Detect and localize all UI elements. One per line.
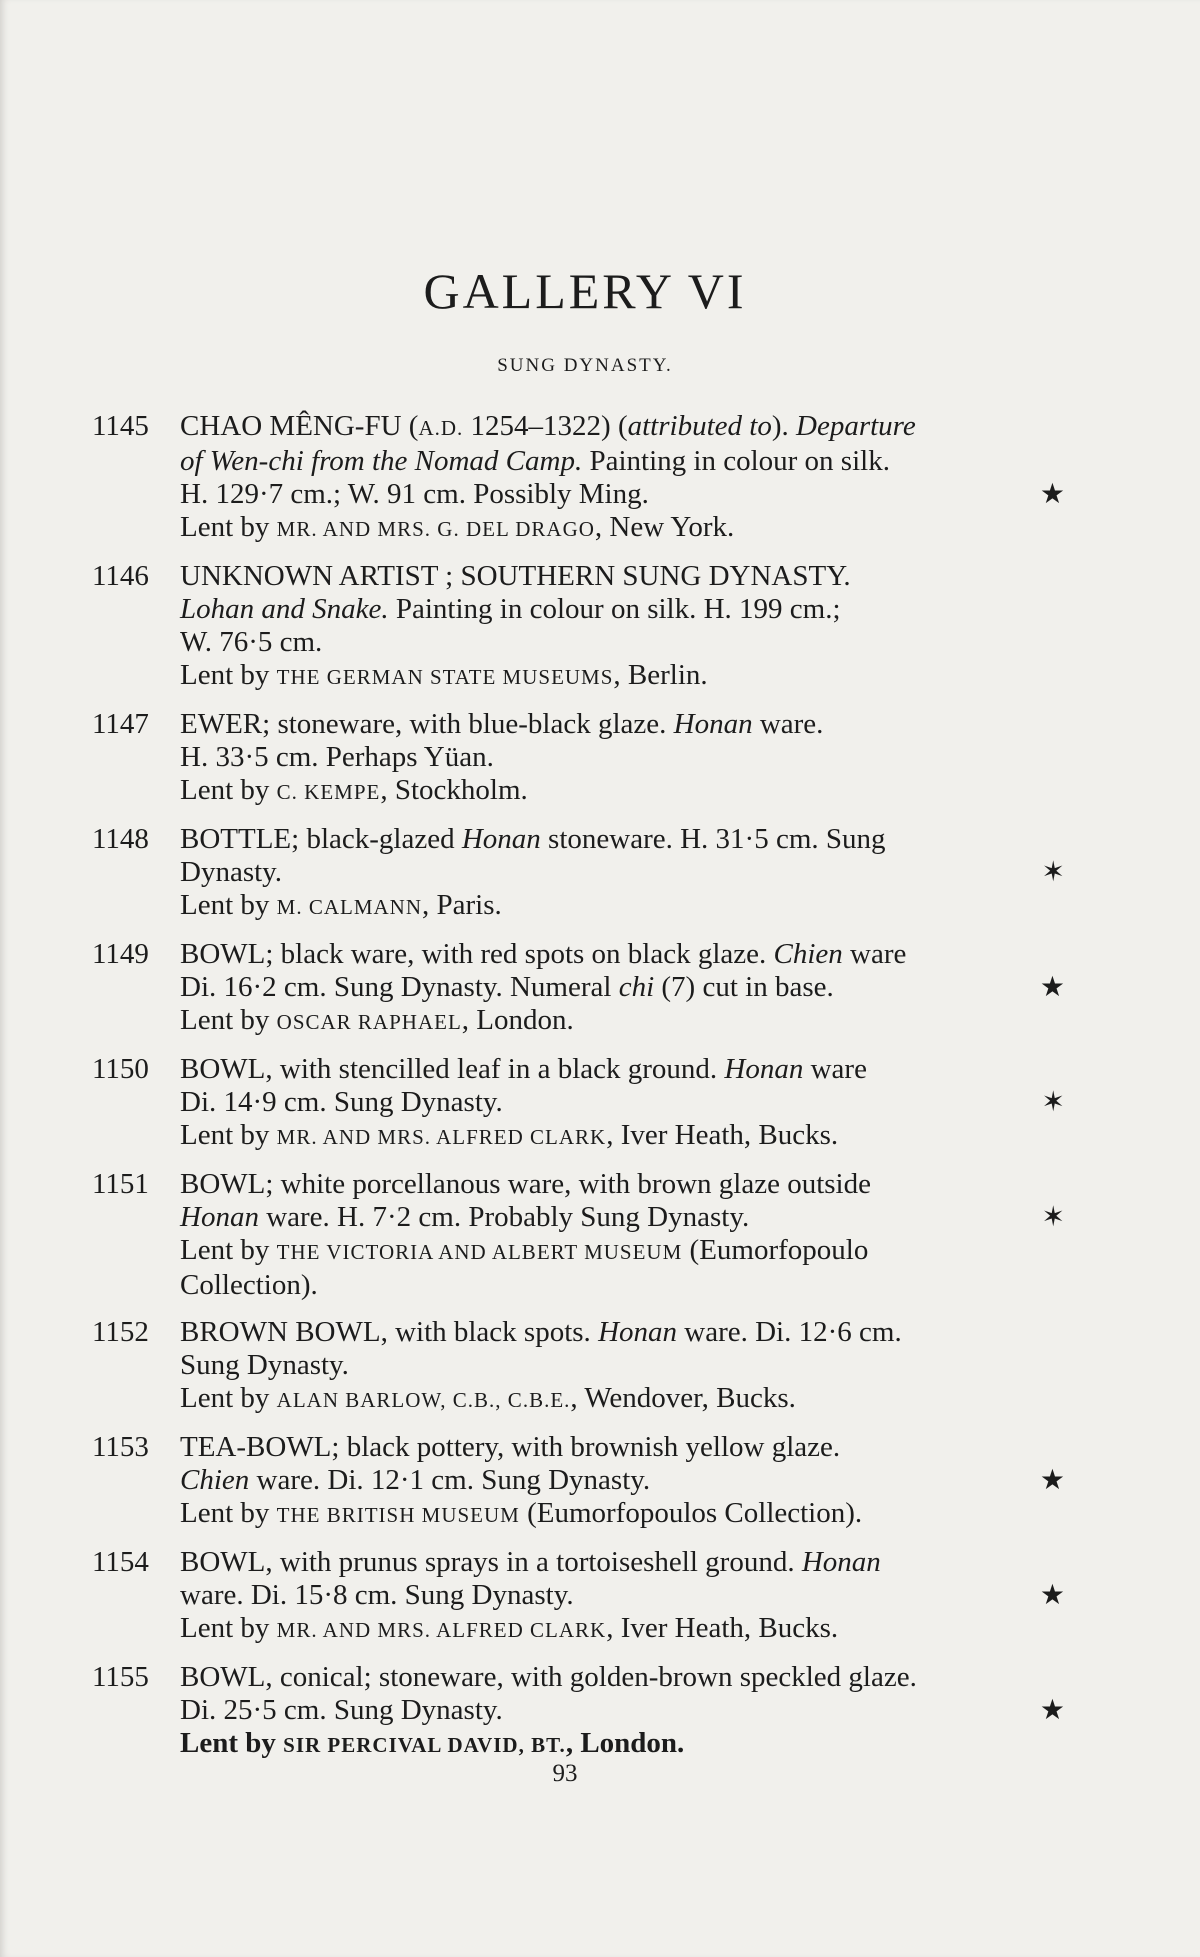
catalogue-entry-1149 [92, 938, 1072, 1039]
entry-number: 1154 [92, 1546, 149, 1578]
entry-line: Honan ware. H. 7·2 cm. Probably Sung Dynasty. ✶ [180, 1201, 1065, 1233]
entry-number: 1155 [92, 1661, 149, 1693]
entry-line: EWER; stoneware, with blue-black glaze. Honan ware. [180, 708, 824, 740]
star-icon: ★ [1039, 1580, 1065, 1611]
catalogue-entry-1151 [92, 1168, 1072, 1302]
lender-name: M. CALMANN [276, 895, 422, 919]
lender-name: OSCAR RAPHAEL [276, 1010, 462, 1034]
catalogue-entry-1145 [92, 410, 1072, 546]
entry-list [92, 410, 1072, 1776]
entry-line: Collection). [180, 1269, 318, 1301]
entry-line: BOWL, with stencilled leaf in a black ground. Honan ware [180, 1053, 867, 1085]
lender-line: Lent by MR. AND MRS. ALFRED CLARK, Iver Heath, Bucks. [180, 1612, 839, 1644]
entry-line: W. 76·5 cm. [180, 626, 323, 658]
lender-line: Lent by MR. AND MRS. G. DEL DRAGO, New York. [180, 511, 735, 543]
lender-line: Lent by THE VICTORIA AND ALBERT MUSEUM (Eumorfopoulo [180, 1234, 869, 1266]
page-title: GALLERY VI [423, 263, 747, 319]
page-number: 93 [552, 1760, 578, 1787]
catalogue-entry-1150 [92, 1053, 1072, 1154]
lender-name: THE GERMAN STATE MUSEUMS [276, 665, 614, 689]
entry-line: Chien ware. Di. 12·1 cm. Sung Dynasty. ★ [180, 1464, 1065, 1496]
star-icon: ✶ [1041, 1202, 1065, 1233]
entry-line: H. 129·7 cm.; W. 91 cm. Possibly Ming. ★ [180, 478, 1065, 510]
catalogue-entry-1148 [92, 823, 1072, 924]
lender-name: THE BRITISH MUSEUM [276, 1503, 520, 1527]
entry-line: BOWL, conical; stoneware, with golden-brown speckled glaze. [180, 1661, 917, 1693]
lender-line: Lent by C. KEMPE, Stockholm. [180, 774, 528, 806]
catalogue-entry-1153 [92, 1431, 1072, 1532]
entry-line: Di. 16·2 cm. Sung Dynasty. Numeral chi (7) cut in base. ★ [180, 971, 1065, 1003]
lender-name: SIR PERCIVAL DAVID, BT. [283, 1733, 566, 1757]
catalogue-entry-1154 [92, 1546, 1072, 1647]
entry-number: 1153 [92, 1431, 149, 1463]
lender-name: C. KEMPE [276, 780, 381, 804]
entry-line: Di. 25·5 cm. Sung Dynasty. ★ [180, 1694, 1065, 1726]
lender-line: Lent by THE GERMAN STATE MUSEUMS, Berlin. [180, 659, 708, 691]
catalogue-entry-1147 [92, 708, 1072, 809]
entry-line: BOWL; black ware, with red spots on black glaze. Chien ware [180, 938, 907, 970]
lender-name: MR. AND MRS. ALFRED CLARK [276, 1125, 607, 1149]
lender-line: Lent by M. CALMANN, Paris. [180, 889, 502, 921]
catalogue-entry-1146 [92, 560, 1072, 694]
lender-name: MR. AND MRS. G. DEL DRAGO [276, 517, 595, 541]
entry-number: 1148 [92, 823, 149, 855]
lender-line: Lent by SIR PERCIVAL DAVID, BT., London. [180, 1727, 685, 1759]
lender-line: Lent by OSCAR RAPHAEL, London. [180, 1004, 574, 1036]
entry-line: CHAO MÊNG-FU (A.D. 1254–1322) (attributed to). Departure [180, 410, 916, 442]
entry-line: BOWL; white porcellanous ware, with brown glaze outside [180, 1168, 871, 1200]
entry-number: 1145 [92, 410, 149, 442]
entry-line: BOWL, with prunus sprays in a tortoiseshell ground. Honan [180, 1546, 881, 1578]
star-icon: ★ [1039, 479, 1065, 510]
entry-line: Dynasty. ✶ [180, 856, 1065, 888]
entry-line: Sung Dynasty. [180, 1349, 349, 1381]
star-icon: ✶ [1041, 1087, 1065, 1118]
star-icon: ★ [1039, 1465, 1065, 1496]
page-subtitle: SUNG DYNASTY. [497, 355, 673, 376]
lender-line: Lent by THE BRITISH MUSEUM (Eumorfopoulos Collection). [180, 1497, 863, 1529]
entry-number: 1152 [92, 1316, 149, 1348]
star-icon: ★ [1039, 1695, 1065, 1726]
entry-line: of Wen-chi from the Nomad Camp. Painting in colour on silk. [180, 445, 890, 477]
entry-line: Di. 14·9 cm. Sung Dynasty. ✶ [180, 1086, 1065, 1118]
entry-line: UNKNOWN ARTIST ; SOUTHERN SUNG DYNASTY. [180, 560, 851, 592]
star-icon: ✶ [1041, 857, 1065, 888]
lender-name: THE VICTORIA AND ALBERT MUSEUM [276, 1240, 683, 1264]
catalogue-entry-1152 [92, 1316, 1072, 1417]
entry-number: 1150 [92, 1053, 149, 1085]
entry-line: TEA-BOWL; black pottery, with brownish yellow glaze. [180, 1431, 841, 1463]
lender-name: MR. AND MRS. ALFRED CLARK [276, 1618, 607, 1642]
entry-number: 1146 [92, 560, 149, 592]
entry-number: 1149 [92, 938, 149, 970]
entry-number: 1147 [92, 708, 149, 740]
entry-line: BOTTLE; black-glazed Honan stoneware. H. 31·5 cm. Sung [180, 823, 886, 855]
entry-line: Lohan and Snake. Painting in colour on silk. H. 199 cm.; [180, 593, 841, 625]
catalogue-entry-1155 [92, 1661, 1072, 1762]
entry-line: H. 33·5 cm. Perhaps Yüan. [180, 741, 494, 773]
lender-line: Lent by ALAN BARLOW, C.B., C.B.E., Wendover, Bucks. [180, 1382, 796, 1414]
entry-number: 1151 [92, 1168, 149, 1200]
entry-line: BROWN BOWL, with black spots. Honan ware. Di. 12·6 cm. [180, 1316, 902, 1348]
entry-line: ware. Di. 15·8 cm. Sung Dynasty. ★ [180, 1579, 1065, 1611]
star-icon: ★ [1039, 972, 1065, 1003]
lender-name: ALAN BARLOW, C.B., C.B.E. [276, 1388, 571, 1412]
lender-line: Lent by MR. AND MRS. ALFRED CLARK, Iver Heath, Bucks. [180, 1119, 839, 1151]
